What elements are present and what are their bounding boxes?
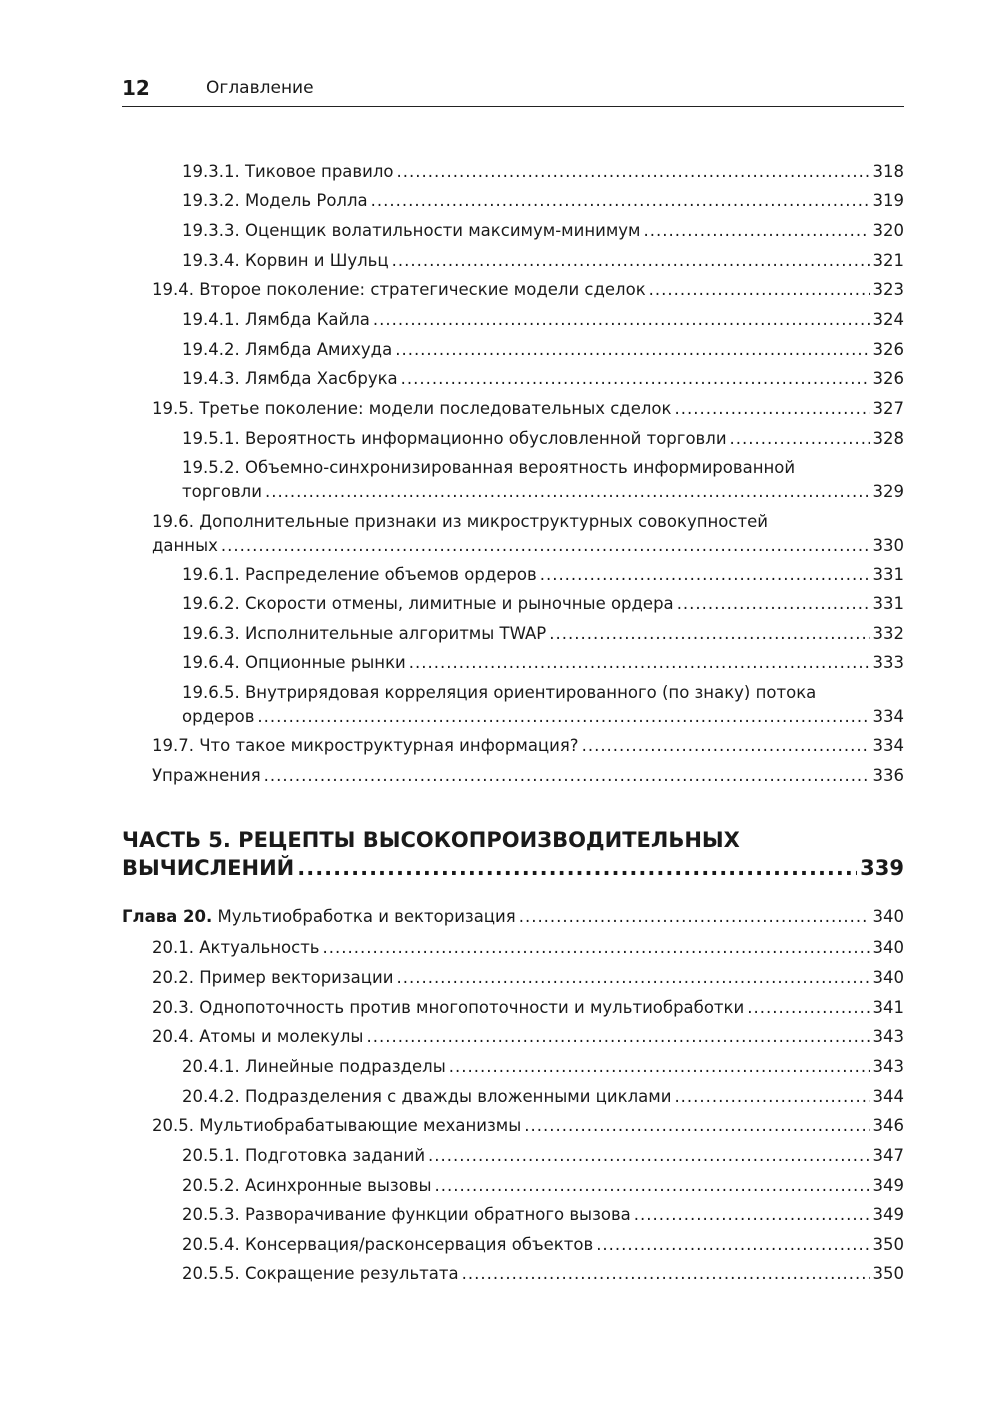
leader-dots — [395, 338, 869, 362]
toc-entry[interactable]: 19.4. Второе поколение: стратегические модели сделок ..... 323 — [152, 278, 904, 302]
toc-entry[interactable]: 19.6.5. Внутрирядовая корреляция ориентированного (по знаку) потока ордеров ..... 334 — [182, 681, 904, 729]
toc-entry[interactable]: 19.7. Что такое микроструктурная информация? ..... 334 — [152, 734, 904, 758]
leader-dots — [540, 563, 870, 587]
leader-dots — [392, 249, 870, 273]
toc-entry[interactable]: 19.6.4. Опционные рынки ..... 333 — [182, 651, 904, 675]
leader-dots — [674, 1085, 869, 1109]
toc-entry[interactable]: 19.5.2. Объемно-синхронизированная вероятность информированной торговли ..... 329 — [182, 456, 904, 504]
toc-entry[interactable]: 20.1. Актуальность ..... 340 — [152, 936, 904, 960]
toc-entry[interactable]: 19.5. Третье поколение: модели последовательных сделок ..... 327 — [152, 397, 904, 421]
toc-entry[interactable]: 19.6.3. Исполнительные алгоритмы TWAP ..... 332 — [182, 622, 904, 646]
leader-dots — [634, 1203, 870, 1227]
page-header — [122, 76, 904, 107]
toc-entry[interactable]: 19.3.2. Модель Ролла ..... 319 — [182, 189, 904, 213]
toc-entry[interactable]: 19.4.2. Лямбда Амихуда ..... 326 — [182, 338, 904, 362]
leader-dots — [396, 966, 869, 990]
leader-dots — [366, 1025, 869, 1049]
toc-entry[interactable]: 20.5.4. Консервация/расконсервация объектов ..... 350 — [182, 1233, 904, 1257]
leader-dots — [221, 534, 870, 558]
leader-dots — [435, 1174, 870, 1198]
toc-entry[interactable]: Упражнения ..... 336 — [152, 764, 904, 788]
leader-dots — [649, 278, 870, 302]
toc-entry[interactable]: 19.6. Дополнительные признаки из микроструктурных совокупностей данных ..... 330 — [152, 510, 904, 558]
leader-dots — [397, 160, 870, 184]
toc-entry[interactable]: 19.6.1. Распределение объемов ордеров ..... 331 — [182, 563, 904, 587]
toc-entry[interactable]: 19.3.4. Корвин и Шульц ..... 321 — [182, 249, 904, 273]
toc-entry[interactable]: 20.3. Однопоточность против многопоточности и мультиобработки ..... 341 — [152, 996, 904, 1020]
leader-dots — [582, 734, 870, 758]
leader-dots — [730, 427, 870, 451]
leader-dots — [677, 592, 870, 616]
leader-dots — [371, 189, 870, 213]
leader-dots — [644, 219, 870, 243]
leader-dots — [549, 622, 869, 646]
chapter-entry[interactable]: Глава 20. Мультиобработка и векторизация ..... 340 — [122, 905, 904, 929]
toc-entry[interactable]: 19.3.1. Тиковое правило ..... 318 — [182, 160, 904, 184]
leader-dots — [297, 854, 857, 882]
leader-dots — [257, 705, 869, 729]
leader-dots — [401, 367, 870, 391]
toc-entry[interactable]: 20.4.2. Подразделения с дважды вложенными циклами ..... 344 — [182, 1085, 904, 1109]
toc-entry[interactable]: 20.5.5. Сокращение результата ..... 350 — [182, 1262, 904, 1286]
toc-entry[interactable]: 20.5. Мультиобрабатывающие механизмы ..... 346 — [152, 1114, 904, 1138]
leader-dots — [373, 308, 870, 332]
leader-dots — [674, 397, 869, 421]
toc-entry[interactable]: 19.4.3. Лямбда Хасбрука ..... 326 — [182, 367, 904, 391]
leader-dots — [409, 651, 870, 675]
part-heading[interactable]: ЧАСТЬ 5. РЕЦЕПТЫ ВЫСОКОПРОИЗВОДИТЕЛЬНЫХ ВЫЧИСЛЕНИЙ ..... 339 — [122, 826, 904, 882]
leader-dots — [428, 1144, 869, 1168]
leader-dots — [462, 1262, 870, 1286]
leader-dots — [519, 905, 870, 929]
leader-dots — [596, 1233, 869, 1257]
toc-entry[interactable]: 19.6.2. Скорости отмены, лимитные и рыночные ордера ..... 331 — [182, 592, 904, 616]
leader-dots — [264, 764, 870, 788]
toc-entry[interactable]: 20.5.1. Подготовка заданий ..... 347 — [182, 1144, 904, 1168]
leader-dots — [524, 1114, 869, 1138]
toc-entry[interactable]: 19.4.1. Лямбда Кайла ..... 324 — [182, 308, 904, 332]
toc-entry[interactable]: 20.2. Пример векторизации ..... 340 — [152, 966, 904, 990]
toc-entry[interactable]: 20.5.2. Асинхронные вызовы ..... 349 — [182, 1174, 904, 1198]
page-number: 12 — [122, 76, 150, 100]
toc-entry[interactable]: 20.4. Атомы и молекулы ..... 343 — [152, 1025, 904, 1049]
toc-entry[interactable]: 19.3.3. Оценщик волатильности максимум-минимум ..... 320 — [182, 219, 904, 243]
running-title: Оглавление — [206, 78, 314, 98]
toc-entry[interactable]: 20.5.3. Разворачивание функции обратного вызова ..... 349 — [182, 1203, 904, 1227]
toc-entry[interactable]: 20.4.1. Линейные подразделы ..... 343 — [182, 1055, 904, 1079]
toc-entry[interactable]: 19.5.1. Вероятность информационно обусловленной торговли ..... 328 — [182, 427, 904, 451]
leader-dots — [265, 480, 870, 504]
leader-dots — [747, 996, 869, 1020]
leader-dots — [449, 1055, 870, 1079]
leader-dots — [323, 936, 870, 960]
